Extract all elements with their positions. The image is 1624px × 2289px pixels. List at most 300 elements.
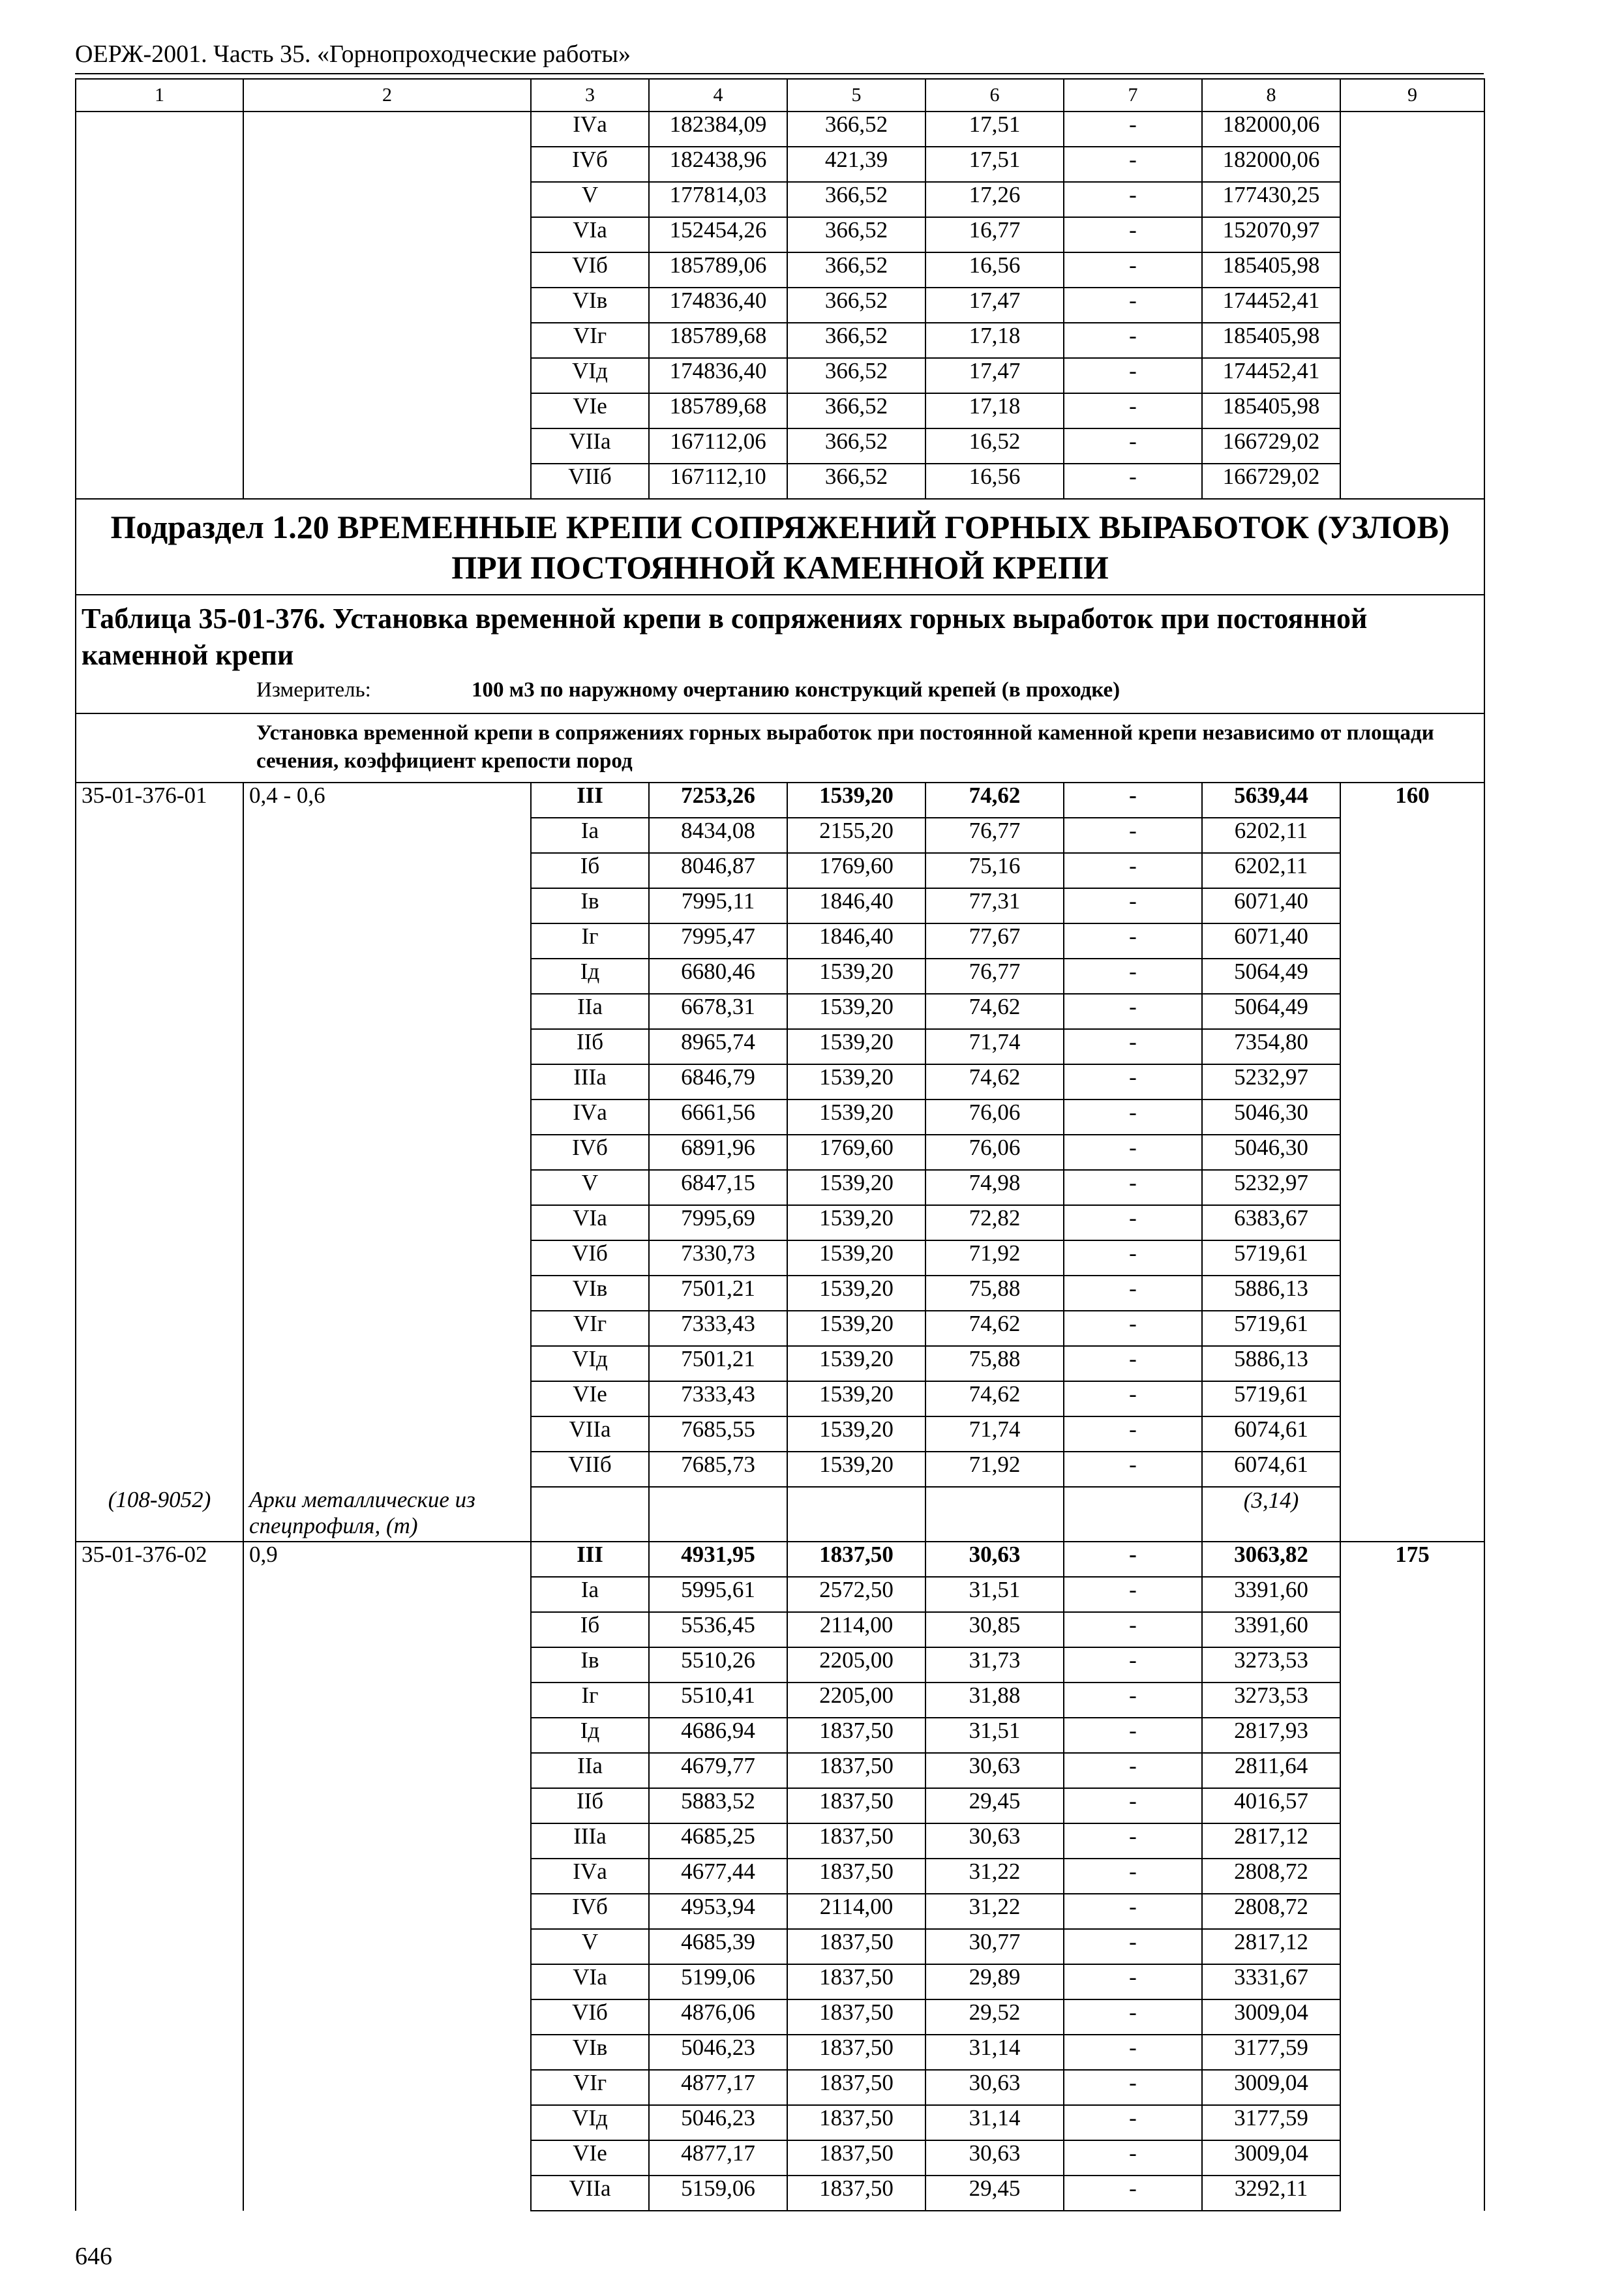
cell-code <box>76 112 243 147</box>
cell-variant: Iг <box>531 923 649 959</box>
cell-wages: 366,52 <box>787 288 925 323</box>
cell-machinist-wages: - <box>1064 1683 1202 1718</box>
cell-machine-cost: 17,26 <box>925 182 1064 217</box>
cell-machinist-wages: - <box>1064 1240 1202 1276</box>
cell-machinist-wages: - <box>1064 1029 1202 1064</box>
cell-col9 <box>1340 959 1484 994</box>
cell-materials-cost: 185405,98 <box>1202 393 1340 428</box>
cell-materials-cost: 182000,06 <box>1202 112 1340 147</box>
cell-wages: 366,52 <box>787 428 925 464</box>
cell-machinist-wages: - <box>1064 1647 1202 1683</box>
cell-code <box>76 1029 243 1064</box>
cell-machine-cost: 31,22 <box>925 1894 1064 1929</box>
cell-wages: 1539,20 <box>787 1029 925 1064</box>
cell-materials-cost: 3273,53 <box>1202 1683 1340 1718</box>
cell-materials-cost: 5046,30 <box>1202 1100 1340 1135</box>
cell-parameter <box>243 428 531 464</box>
cell-variant: VIа <box>531 1964 649 1999</box>
cell-direct-cost: 7995,69 <box>649 1205 787 1240</box>
cell-machinist-wages: - <box>1064 1894 1202 1929</box>
cell-direct-cost: 5510,26 <box>649 1647 787 1683</box>
cell-machine-cost: 75,88 <box>925 1346 1064 1381</box>
rates-table <box>75 78 1485 2211</box>
cell-col9 <box>1340 994 1484 1029</box>
cell-code <box>76 1894 243 1929</box>
cell-parameter <box>243 1753 531 1788</box>
cell-machine-cost: 71,92 <box>925 1452 1064 1487</box>
cell-materials-cost: 2811,64 <box>1202 1753 1340 1788</box>
cell-direct-cost: 6661,56 <box>649 1100 787 1135</box>
cell-parameter <box>243 1788 531 1823</box>
cell-parameter <box>243 2105 531 2140</box>
cell-machine-cost: 30,63 <box>925 1542 1064 1577</box>
column-number: 4 <box>649 79 787 112</box>
cell-variant: VIб <box>531 1999 649 2035</box>
cell-code <box>76 1577 243 1612</box>
note-code: (108-9052) <box>76 1487 243 1542</box>
cell-materials-cost: 166729,02 <box>1202 464 1340 499</box>
cell-wages: 1837,50 <box>787 1859 925 1894</box>
cell-wages: 1539,20 <box>787 1100 925 1135</box>
cell-wages: 366,52 <box>787 464 925 499</box>
cell-variant: VIIа <box>531 1416 649 1452</box>
table-row <box>76 888 1484 923</box>
cell-variant: VIIа <box>531 428 649 464</box>
cell-machinist-wages: - <box>1064 428 1202 464</box>
cell-materials-cost: 6202,11 <box>1202 818 1340 853</box>
cell-parameter <box>243 1929 531 1964</box>
cell-wages: 366,52 <box>787 217 925 252</box>
cell-col9 <box>1340 1929 1484 1964</box>
cell-variant: Iг <box>531 1683 649 1718</box>
cell-direct-cost: 167112,06 <box>649 428 787 464</box>
table-row <box>76 994 1484 1029</box>
cell-direct-cost: 6846,79 <box>649 1064 787 1100</box>
header-rule <box>75 73 1484 74</box>
cell-parameter <box>243 217 531 252</box>
table-row <box>76 217 1484 252</box>
cell-col9 <box>1340 1999 1484 2035</box>
cell-wages: 1846,40 <box>787 888 925 923</box>
cell-col9 <box>1340 888 1484 923</box>
cell-machine-cost: 30,85 <box>925 1612 1064 1647</box>
cell-direct-cost: 5883,52 <box>649 1788 787 1823</box>
cell-col9 <box>1340 853 1484 888</box>
cell-machine-cost: 17,51 <box>925 147 1064 182</box>
cell-variant: VIд <box>531 2105 649 2140</box>
table-title-row <box>76 595 1484 713</box>
cell-parameter <box>243 1894 531 1929</box>
cell-variant: IVа <box>531 1100 649 1135</box>
cell-col9 <box>1340 2035 1484 2070</box>
table-row <box>76 2140 1484 2176</box>
cell-materials-cost: 6071,40 <box>1202 888 1340 923</box>
cell-machinist-wages: - <box>1064 1064 1202 1100</box>
cell-variant: III <box>531 783 649 818</box>
cell-machinist-wages: - <box>1064 783 1202 818</box>
cell-direct-cost: 174836,40 <box>649 288 787 323</box>
cell-machinist-wages: - <box>1064 1577 1202 1612</box>
cell-machine-cost: 16,56 <box>925 464 1064 499</box>
cell-variant: V <box>531 182 649 217</box>
cell-machine-cost: 31,14 <box>925 2035 1064 2070</box>
rates-table-body <box>76 79 1484 2211</box>
cell-code <box>76 1823 243 1859</box>
table-row <box>76 1135 1484 1170</box>
cell-code <box>76 182 243 217</box>
cell-wages: 1837,50 <box>787 1823 925 1859</box>
cell-wages: 1539,20 <box>787 1240 925 1276</box>
cell-code <box>76 2105 243 2140</box>
cell-machine-cost: 76,06 <box>925 1100 1064 1135</box>
cell-col9 <box>1340 1381 1484 1416</box>
page-number: 646 <box>75 2243 112 2270</box>
cell-machinist-wages: - <box>1064 1929 1202 1964</box>
cell-parameter <box>243 1381 531 1416</box>
table-row <box>76 182 1484 217</box>
cell-col9 <box>1340 2105 1484 2140</box>
cell-machinist-wages: - <box>1064 2105 1202 2140</box>
table-row <box>76 959 1484 994</box>
cell-wages: 366,52 <box>787 252 925 288</box>
cell-machine-cost: 29,89 <box>925 1964 1064 1999</box>
cell-wages: 366,52 <box>787 323 925 358</box>
cell-col9 <box>1340 1894 1484 1929</box>
cell-wages: 1837,50 <box>787 1718 925 1753</box>
cell-materials-cost: 182000,06 <box>1202 147 1340 182</box>
cell-direct-cost: 185789,68 <box>649 393 787 428</box>
cell-variant: IIа <box>531 1753 649 1788</box>
cell-materials-cost: 185405,98 <box>1202 252 1340 288</box>
cell-parameter <box>243 464 531 499</box>
cell-variant: Iв <box>531 1647 649 1683</box>
cell-col9 <box>1340 393 1484 428</box>
column-number: 8 <box>1202 79 1340 112</box>
cell-col9 <box>1340 217 1484 252</box>
table-title: Таблица 35-01-376. Установка временной крепи в сопряжениях горных выработок при постоянной каменной крепи <box>82 603 1368 671</box>
cell-machinist-wages: - <box>1064 1452 1202 1487</box>
cell-machinist-wages: - <box>1064 1170 1202 1205</box>
cell-machinist-wages: - <box>1064 1100 1202 1135</box>
cell-machine-cost: 29,45 <box>925 2176 1064 2211</box>
column-number: 1 <box>76 79 243 112</box>
cell-machinist-wages: - <box>1064 1346 1202 1381</box>
cell-materials-cost: 174452,41 <box>1202 358 1340 393</box>
cell-code <box>76 1753 243 1788</box>
table-row <box>76 2035 1484 2070</box>
cell-direct-cost: 182438,96 <box>649 147 787 182</box>
cell-code <box>76 358 243 393</box>
cell-code <box>76 1311 243 1346</box>
cell-wages: 1769,60 <box>787 1135 925 1170</box>
cell-variant: VIIа <box>531 2176 649 2211</box>
cell-materials-cost: 5719,61 <box>1202 1311 1340 1346</box>
cell-direct-cost: 4686,94 <box>649 1718 787 1753</box>
cell-variant: VIе <box>531 2140 649 2176</box>
cell-variant: VIг <box>531 2070 649 2105</box>
cell-variant: IVа <box>531 1859 649 1894</box>
cell-direct-cost: 7995,11 <box>649 888 787 923</box>
cell-parameter <box>243 1823 531 1859</box>
note-text: Арки металлические из спецпрофиля, (т) <box>243 1487 531 1542</box>
cell-wages: 366,52 <box>787 393 925 428</box>
cell-wages: 2205,00 <box>787 1683 925 1718</box>
table-row <box>76 2176 1484 2211</box>
cell-wages: 366,52 <box>787 358 925 393</box>
cell-code <box>76 1276 243 1311</box>
cell-direct-cost: 4953,94 <box>649 1894 787 1929</box>
cell-parameter <box>243 1718 531 1753</box>
cell-parameter <box>243 888 531 923</box>
cell-parameter <box>243 853 531 888</box>
cell-direct-cost: 167112,10 <box>649 464 787 499</box>
cell-parameter <box>243 1205 531 1240</box>
cell-variant: VIб <box>531 1240 649 1276</box>
cell-col9 <box>1340 1205 1484 1240</box>
cell-direct-cost: 8046,87 <box>649 853 787 888</box>
cell-machine-cost: 30,63 <box>925 1823 1064 1859</box>
cell-machinist-wages: - <box>1064 1788 1202 1823</box>
cell-wages: 1539,20 <box>787 1346 925 1381</box>
cell-direct-cost: 4876,06 <box>649 1999 787 2035</box>
cell-col9 <box>1340 1416 1484 1452</box>
cell-direct-cost: 6891,96 <box>649 1135 787 1170</box>
cell-direct-cost: 7501,21 <box>649 1276 787 1311</box>
cell-machine-cost: 17,18 <box>925 393 1064 428</box>
cell-machinist-wages: - <box>1064 323 1202 358</box>
cell-col9 <box>1340 288 1484 323</box>
cell-direct-cost: 6680,46 <box>649 959 787 994</box>
cell-direct-cost: 6678,31 <box>649 994 787 1029</box>
cell-machinist-wages: - <box>1064 818 1202 853</box>
cell-variant: Iа <box>531 1577 649 1612</box>
cell-materials-cost: 3009,04 <box>1202 2140 1340 2176</box>
cell-machinist-wages: - <box>1064 1859 1202 1894</box>
table-row <box>76 1612 1484 1647</box>
cell-wages: 2572,50 <box>787 1577 925 1612</box>
cell-machinist-wages: - <box>1064 464 1202 499</box>
cell-parameter: 0,4 - 0,6 <box>243 783 531 818</box>
cell-col9 <box>1340 1135 1484 1170</box>
cell-parameter <box>243 1240 531 1276</box>
cell-machine-cost: 71,92 <box>925 1240 1064 1276</box>
cell-materials-cost: 3391,60 <box>1202 1577 1340 1612</box>
cell-machine-cost: 16,77 <box>925 217 1064 252</box>
cell-col9 <box>1340 147 1484 182</box>
cell-direct-cost: 152454,26 <box>649 217 787 252</box>
cell-wages: 1539,20 <box>787 1205 925 1240</box>
cell-direct-cost: 7253,26 <box>649 783 787 818</box>
description: Установка временной крепи в сопряжениях горных выработок при постоянной каменной крепи независимо от площади сечения, коэффициент крепости пород <box>256 721 1434 773</box>
cell-parameter <box>243 147 531 182</box>
cell-machine-cost: 29,45 <box>925 1788 1064 1823</box>
cell-col9 <box>1340 2176 1484 2211</box>
column-number: 2 <box>243 79 531 112</box>
cell-wages: 1539,20 <box>787 1170 925 1205</box>
cell-materials-cost: 174452,41 <box>1202 288 1340 323</box>
cell-code <box>76 288 243 323</box>
cell-machinist-wages: - <box>1064 217 1202 252</box>
cell-materials-cost: 5064,49 <box>1202 994 1340 1029</box>
cell-wages: 1539,20 <box>787 1311 925 1346</box>
cell-materials-cost: 6071,40 <box>1202 923 1340 959</box>
table-row <box>76 783 1484 818</box>
cell-materials-cost: 3273,53 <box>1202 1647 1340 1683</box>
cell-direct-cost: 182384,09 <box>649 112 787 147</box>
cell-col9 <box>1340 252 1484 288</box>
cell-variant: Iа <box>531 818 649 853</box>
cell-machinist-wages: - <box>1064 994 1202 1029</box>
table-row <box>76 1683 1484 1718</box>
cell-machine-cost: 17,18 <box>925 323 1064 358</box>
resource-note-row <box>76 1487 1484 1542</box>
table-row <box>76 428 1484 464</box>
cell-materials-cost: 4016,57 <box>1202 1788 1340 1823</box>
cell-materials-cost: 5886,13 <box>1202 1276 1340 1311</box>
cell-code <box>76 1240 243 1276</box>
cell-variant: IIб <box>531 1029 649 1064</box>
cell-variant: Iб <box>531 1612 649 1647</box>
cell-code <box>76 1064 243 1100</box>
cell-col9: 160 <box>1340 783 1484 818</box>
note-empty-cell <box>1064 1487 1202 1542</box>
cell-materials-cost: 6383,67 <box>1202 1205 1340 1240</box>
cell-materials-cost: 3009,04 <box>1202 1999 1340 2035</box>
cell-wages: 1837,50 <box>787 1542 925 1577</box>
cell-machine-cost: 31,88 <box>925 1683 1064 1718</box>
cell-machine-cost: 71,74 <box>925 1416 1064 1452</box>
cell-machine-cost: 74,62 <box>925 1311 1064 1346</box>
cell-machinist-wages: - <box>1064 1416 1202 1452</box>
cell-variant: VIв <box>531 1276 649 1311</box>
cell-variant: VIIб <box>531 464 649 499</box>
table-row <box>76 1823 1484 1859</box>
cell-materials-cost: 166729,02 <box>1202 428 1340 464</box>
cell-col9 <box>1340 464 1484 499</box>
cell-parameter <box>243 1346 531 1381</box>
cell-materials-cost: 5719,61 <box>1202 1240 1340 1276</box>
cell-machine-cost: 75,88 <box>925 1276 1064 1311</box>
cell-parameter <box>243 1452 531 1487</box>
cell-col9 <box>1340 1100 1484 1135</box>
cell-variant: IVб <box>531 147 649 182</box>
cell-materials-cost: 3009,04 <box>1202 2070 1340 2105</box>
cell-code <box>76 1612 243 1647</box>
cell-machine-cost: 17,51 <box>925 112 1064 147</box>
cell-parameter <box>243 288 531 323</box>
cell-parameter <box>243 2176 531 2211</box>
cell-direct-cost: 4685,39 <box>649 1929 787 1964</box>
table-row <box>76 323 1484 358</box>
cell-variant: IVб <box>531 1894 649 1929</box>
cell-code <box>76 464 243 499</box>
cell-machinist-wages: - <box>1064 182 1202 217</box>
cell-code: 35-01-376-01 <box>76 783 243 818</box>
cell-machinist-wages: - <box>1064 1311 1202 1346</box>
cell-col9 <box>1340 1788 1484 1823</box>
table-row <box>76 2105 1484 2140</box>
cell-machine-cost: 30,77 <box>925 1929 1064 1964</box>
cell-variant: VIв <box>531 2035 649 2070</box>
cell-col9 <box>1340 1683 1484 1718</box>
cell-wages: 1539,20 <box>787 1381 925 1416</box>
cell-direct-cost: 7330,73 <box>649 1240 787 1276</box>
table-row <box>76 2070 1484 2105</box>
cell-wages: 1539,20 <box>787 994 925 1029</box>
cell-parameter <box>243 112 531 147</box>
cell-code: 35-01-376-02 <box>76 1542 243 1577</box>
cell-materials-cost: 3063,82 <box>1202 1542 1340 1577</box>
cell-machinist-wages: - <box>1064 853 1202 888</box>
cell-machinist-wages: - <box>1064 2070 1202 2105</box>
cell-variant: Iв <box>531 888 649 923</box>
cell-variant: VIг <box>531 1311 649 1346</box>
cell-machine-cost: 31,22 <box>925 1859 1064 1894</box>
cell-materials-cost: 2817,12 <box>1202 1929 1340 1964</box>
cell-direct-cost: 5510,41 <box>649 1683 787 1718</box>
cell-materials-cost: 152070,97 <box>1202 217 1340 252</box>
cell-variant: IVа <box>531 112 649 147</box>
cell-parameter <box>243 323 531 358</box>
cell-machine-cost: 74,62 <box>925 783 1064 818</box>
cell-materials-cost: 3292,11 <box>1202 2176 1340 2211</box>
table-row <box>76 1311 1484 1346</box>
cell-materials-cost: 5886,13 <box>1202 1346 1340 1381</box>
table-row <box>76 1452 1484 1487</box>
cell-machine-cost: 16,56 <box>925 252 1064 288</box>
cell-direct-cost: 8965,74 <box>649 1029 787 1064</box>
cell-code <box>76 428 243 464</box>
note-empty-cell <box>1340 1487 1484 1542</box>
cell-code <box>76 1788 243 1823</box>
table-row <box>76 1577 1484 1612</box>
cell-wages: 366,52 <box>787 182 925 217</box>
cell-machinist-wages: - <box>1064 252 1202 288</box>
cell-direct-cost: 7995,47 <box>649 923 787 959</box>
cell-machinist-wages: - <box>1064 1612 1202 1647</box>
cell-machine-cost: 17,47 <box>925 358 1064 393</box>
table-row <box>76 464 1484 499</box>
cell-code <box>76 393 243 428</box>
cell-parameter <box>243 1170 531 1205</box>
cell-materials-cost: 5064,49 <box>1202 959 1340 994</box>
cell-variant: III <box>531 1542 649 1577</box>
cell-direct-cost: 5046,23 <box>649 2105 787 2140</box>
cell-materials-cost: 3177,59 <box>1202 2035 1340 2070</box>
note-empty-cell <box>925 1487 1064 1542</box>
cell-materials-cost: 6202,11 <box>1202 853 1340 888</box>
cell-parameter <box>243 393 531 428</box>
cell-wages: 1539,20 <box>787 1064 925 1100</box>
cell-wages: 1837,50 <box>787 2176 925 2211</box>
cell-direct-cost: 4931,95 <box>649 1542 787 1577</box>
cell-col9 <box>1340 1647 1484 1683</box>
cell-materials-cost: 6074,61 <box>1202 1416 1340 1452</box>
unit-label: Измеритель: <box>256 678 371 702</box>
description-row <box>76 713 1484 783</box>
cell-col9 <box>1340 358 1484 393</box>
table-row <box>76 1894 1484 1929</box>
column-number: 6 <box>925 79 1064 112</box>
cell-code <box>76 1135 243 1170</box>
cell-machine-cost: 76,77 <box>925 818 1064 853</box>
cell-materials-cost: 5232,97 <box>1202 1170 1340 1205</box>
cell-parameter <box>243 1029 531 1064</box>
table-row <box>76 147 1484 182</box>
cell-wages: 1846,40 <box>787 923 925 959</box>
cell-direct-cost: 4679,77 <box>649 1753 787 1788</box>
cell-code <box>76 252 243 288</box>
